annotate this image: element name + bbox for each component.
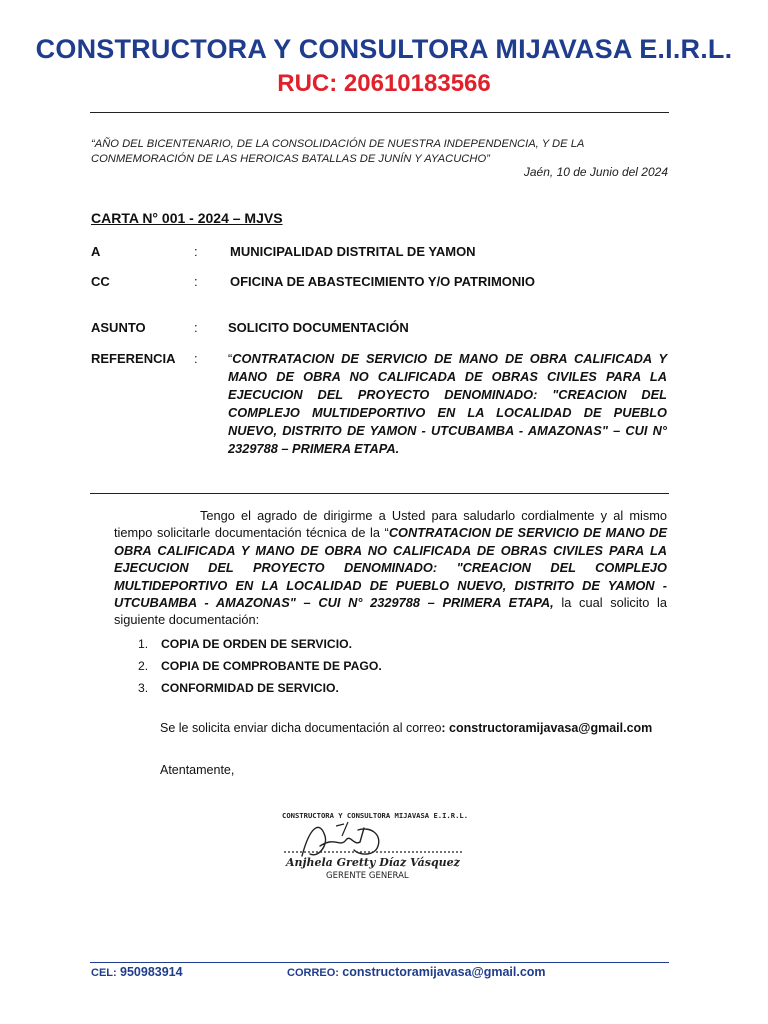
list-number: 3. bbox=[138, 681, 149, 695]
body-intro: Tengo el agrado de dirigirme a Usted para saludarlo cordialmente y al mismo tiempo solicitarle documentación técnica de la bbox=[114, 508, 667, 541]
signature-stamp bbox=[280, 806, 470, 886]
field-label-a: A bbox=[91, 244, 101, 259]
footer-email bbox=[287, 965, 546, 979]
list-text: COPIA DE COMPROBANTE DE PAGO. bbox=[161, 659, 382, 673]
field-colon: : bbox=[194, 351, 198, 366]
list-number: 1. bbox=[138, 637, 149, 651]
list-item bbox=[138, 680, 382, 702]
field-value-cc: OFICINA DE ABASTECIMIENTO Y/O PATRIMONIO bbox=[230, 274, 536, 289]
email-request-address: : constructoramijavasa@gmail.com bbox=[441, 721, 653, 735]
company-name: CONSTRUCTORA Y CONSULTORA MIJAVASA E.I.R.L. bbox=[35, 34, 733, 64]
field-colon: : bbox=[194, 320, 198, 335]
footer-mail-value: constructoramijavasa@gmail.com bbox=[342, 965, 546, 979]
list-text: CONFORMIDAD DE SERVICIO. bbox=[161, 681, 339, 695]
footer-cel-label: CEL: bbox=[91, 967, 117, 979]
footer-phone bbox=[91, 965, 183, 979]
reference-text bbox=[228, 350, 667, 458]
footer-divider bbox=[90, 962, 669, 963]
email-request bbox=[160, 721, 652, 735]
list-number: 2. bbox=[138, 659, 149, 673]
body-paragraph bbox=[114, 507, 667, 629]
list-text: COPIA DE ORDEN DE SERVICIO. bbox=[161, 637, 352, 651]
field-label-cc: CC bbox=[91, 274, 110, 289]
footer-mail-label: CORREO: bbox=[287, 967, 339, 979]
closing-regards: Atentamente, bbox=[160, 763, 235, 777]
header-divider bbox=[90, 112, 669, 113]
body-outro: la cual solicito la siguiente documentación: bbox=[114, 595, 667, 628]
letter-number: CARTA N° 001 - 2024 – MJVS bbox=[91, 210, 283, 226]
requested-documents-list bbox=[138, 636, 382, 702]
email-request-text: Se le solicita enviar dicha documentación al correo bbox=[160, 721, 442, 735]
list-item bbox=[138, 658, 382, 680]
field-value-addressee: MUNICIPALIDAD DISTRITAL DE YAMON bbox=[230, 244, 476, 259]
field-label-referencia: REFERENCIA bbox=[91, 351, 176, 366]
stamp-company: CONSTRUCTORA Y CONSULTORA MIJAVASA E.I.R.L. bbox=[282, 811, 469, 820]
reference-open-quote: “ bbox=[228, 351, 233, 366]
signatory-role: GERENTE GENERAL bbox=[326, 871, 409, 881]
field-label-asunto: ASUNTO bbox=[91, 320, 146, 335]
list-item bbox=[138, 636, 382, 658]
field-colon: : bbox=[194, 244, 198, 259]
ruc-number: RUC: 20610183566 bbox=[277, 70, 491, 97]
body-quote: “ bbox=[384, 525, 389, 541]
field-value-subject: SOLICITO DOCUMENTACIÓN bbox=[228, 320, 409, 335]
footer-cel-value: 950983914 bbox=[120, 965, 183, 979]
body-project-name: CONTRATACION DE SERVICIO DE MANO DE OBRA CALIFICADA Y MANO DE OBRA NO CALIFICADA DE OBRAS CIVILES PARA LA EJECUCION DEL PROYECTO DENOMINADO: "CREACION DEL COMPLEJO MULTIDEPORTIVO EN LA LOCALIDAD DE PUEBLO NUEVO, DISTRITO DE YAMON - UTCUBAMBA - AMAZONAS" – CUI N° 2329788 – PRIMERA ETAPA, bbox=[114, 525, 667, 611]
letter-date: Jaén, 10 de Junio del 2024 bbox=[523, 165, 668, 179]
section-divider bbox=[90, 493, 669, 494]
field-colon: : bbox=[194, 274, 198, 289]
reference-body: CONTRATACION DE SERVICIO DE MANO DE OBRA CALIFICADA Y MANO DE OBRA NO CALIFICADA DE OBRAS CIVILES PARA LA EJECUCION DEL PROYECTO DENOMINADO: "CREACION DEL COMPLEJO MULTIDEPORTIVO EN LA LOCALIDAD DE PUEBLO NUEVO, DISTRITO DE YAMON - UTCUBAMBA - AMAZONAS" – CUI N° 2329788 – PRIMERA ETAPA. bbox=[228, 351, 667, 456]
year-motto: “AÑO DEL BICENTENARIO, DE LA CONSOLIDACIÓN DE NUESTRA INDEPENDENCIA, Y DE LA CONMEMORACIÓN DE LAS HEROICAS BATALLAS DE JUNÍN Y AYACUCHO” bbox=[91, 138, 584, 165]
signatory-name: Anjhela Gretty Díaz Vásquez bbox=[286, 856, 460, 869]
